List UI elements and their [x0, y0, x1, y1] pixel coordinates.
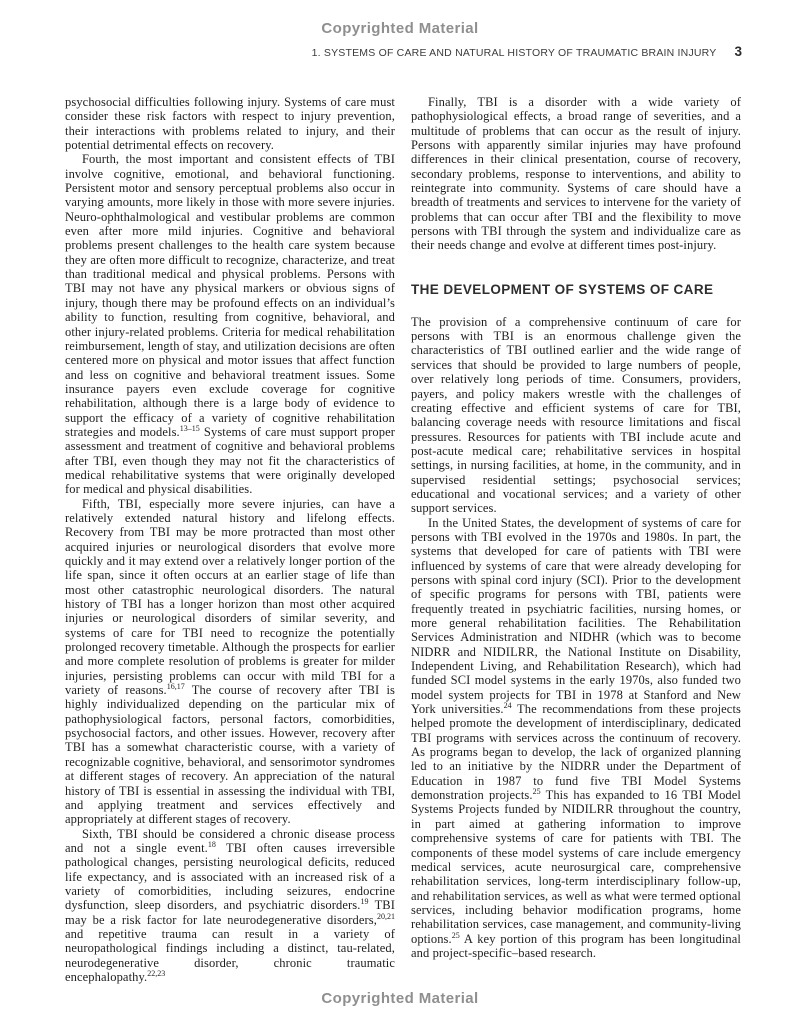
- footnote-reference: 16,17: [166, 681, 185, 691]
- paragraph: Fifth, TBI, especially more severe injuries, can have a relatively extended natural history and lifelong effects. Recovery from TBI may be more protracted than most other acquired injuries or neurological disorders that evolve more quickly and it may extend over a relatively longer portion of the life span, since it often occurs at an earlier stage of life than most other catastrophic neurological disorders. The natural history of TBI has a longer horizon than most other acquired injuries or neurological disorders of similar severity, and systems of care for TBI need to recognize the potentially prolonged recovery timetable. Although the prospects for earlier and more complete resolution of problems is greater for milder injuries, persisting problems can occur with mild TBI for a variety of reasons.$^{16,17}$ The course of recovery after TBI is highly individualized depending on the particular mix of pathophysiological factors, personal factors, comorbidities, psychosocial factors, and other issues. However, recovery after TBI has a somewhat characteristic course, with a variety of recognizable cognitive, behavioral, and sensorimotor syndromes at different stages of recovery. An appreciation of the natural history of TBI is essential in assessing the individual with TBI, and applying treatment and services effectively and appropriately at different stages of recovery.: [65, 496, 395, 827]
- footnote-reference: 18: [207, 839, 216, 849]
- paragraph: In the United States, the development of systems of care for persons with TBI evolved in the 1970s and 1980s. In part, the systems that developed for care of patients with TBI were influenced by systems of care that were already developing for persons with spinal cord injury (SCI). Prior to the development of specific programs for persons with TBI, patients were frequently treated in psychiatric facilities, nursing homes, or more general rehabilitation facilities. The Rehabilitation Services Administration and NIDHR (which was to become NIDRR and NIDILRR, the National Institute on Disability, Independent Living, and Rehabilitation Research), which had funded SCI model systems in the early 1970s, also funded two model system projects for TBI in 1978 at Stanford and New York universities.$^{24}$ The recommendations from these projects helped promote the development of interdisciplinary, dedicated TBI programs with services across the continuum of recovery. As programs began to develop, the lack of organized planning led to an initiative by the NIDRR under the Department of Education in 1987 to fund five TBI Model Systems demonstration projects.$^{25}$ This has expanded to 16 TBI Model Systems Projects funded by NIDILRR throughout the country, in part aimed at gathering information to improve comprehensive systems of care for patients with TBI. The components of these model systems of care include emergency medical services, acute neurosurgical care, comprehensive rehabilitation services, long-term interdisciplinary follow-up, and rehabilitation services, as well as what were termed optional services, including behavior modification programs, home rehabilitation services, case management, and community-living options.$^{25}$ A key portion of this program has been longitudinal and project-specific–based research.: [411, 515, 741, 960]
- running-head: [65, 44, 742, 59]
- left-column: [65, 95, 395, 984]
- paragraph: psychosocial difficulties following injury. Systems of care must consider these risk factors with respect to injury prevention, their interactions with problems related to injury, and their potential detrimental effects on recovery.: [65, 95, 395, 153]
- paragraph: Fourth, the most important and consistent effects of TBI involve cognitive, emotional, and behavioral functioning. Persistent motor and sensory perceptual problems also occur in varying amounts, more likely in those with more severe injuries. Neuro-ophthalmological and vestibular problems are common even after more mild injuries. Cognitive and behavioral problems present challenges to the health care system because they are often more difficult to recognize, characterize, and treat than traditional medical and physical problems. Persons with TBI may not have any physical markers or obvious signs of injury, though there may be profound effects on an individual’s ability to function, resulting from cognitive, behavioral, and other injury-related problems. Criteria for medical rehabilitation reimbursement, length of stay, and utilization decisions are often centered more on physical and motor issues that affect function and less on cognitive and behavioral treatment issues. Some insurance payers even exclude coverage for cognitive rehabilitation, although there is a large body of evidence to support the efficacy of a variety of cognitive rehabilitation strategies and models.$^{13-15}$ Systems of care must support proper assessment and treatment of cognitive and behavioral problems after TBI, even though they may not fit the characteristics of medical rehabilitative systems that were originally developed for medical and physical disabilities.: [65, 152, 396, 497]
- footnote-reference: 25: [532, 786, 541, 796]
- page-number: 3: [734, 44, 742, 59]
- section-heading: THE DEVELOPMENT OF SYSTEMS OF CARE: [411, 281, 714, 297]
- footnote-reference: 24: [503, 700, 512, 710]
- footnote-reference: 25: [451, 930, 460, 940]
- copyright-notice-bottom: Copyrighted Material: [321, 990, 479, 1007]
- copyright-notice-top: Copyrighted Material: [321, 20, 479, 37]
- footnote-reference: 13–15: [179, 423, 200, 433]
- paragraph: The provision of a comprehensive continuum of care for persons with TBI is an enormous challenge given the characteristics of TBI outlined earlier and the wide range of services that should be provided to large numbers of people, over relatively long periods of time. Consumers, providers, payers, and policy makers wrestle with the challenges of creating effective and efficient systems of care for TBI, balancing coverage needs with resource limitations and fiscal pressures. Resources for patients with TBI include acute and post-acute medical care; rehabilitative services in hospital settings, in nursing facilities, at home, in the community, and in supervised residential settings; psychosocial services; educational and vocational services; and a variety of other support services.: [411, 314, 741, 516]
- footnote-reference: 19: [360, 897, 369, 907]
- footnote-reference: 20,21: [377, 911, 395, 921]
- right-column: [411, 95, 741, 984]
- text-columns: [65, 95, 741, 984]
- chapter-running-title: 1. SYSTEMS OF CARE AND NATURAL HISTORY OF TRAUMATIC BRAIN INJURY: [311, 47, 717, 59]
- footnote-reference: 22,23: [147, 968, 166, 978]
- paragraph: Finally, TBI is a disorder with a wide variety of pathophysiological effects, a broad range of severities, and a multitude of problems that can occur as the result of injury. Persons with apparently similar injuries may have profound differences in their clinical presentation, course of recovery, secondary problems, response to interventions, and ability to reintegrate into community. Systems of care should have a breadth of treatments and services to intervene for the variety of problems that can occur after TBI and the flexibility to move persons with TBI through the system and individualize care as their needs change and evolve at different times post-injury.: [411, 95, 741, 253]
- paragraph: Sixth, TBI should be considered a chronic disease process and not a single event.$^{18}$ TBI often causes irreversible pathological changes, persisting neurological deficits, reduced life expectancy, and is associated with an increased risk of a variety of comorbidities, including seizures, endocrine dysfunction, sleep disorders, and psychiatric disorders.$^{19}$ TBI may be a risk factor for late neurodegenerative disorders,$^{20,21}$ and repetitive trauma can result in a variety of neuropathological findings including a distinct, tau-related, neurodegenerative disorder, chronic traumatic encephalopathy.$^{22,23}$: [65, 826, 396, 984]
